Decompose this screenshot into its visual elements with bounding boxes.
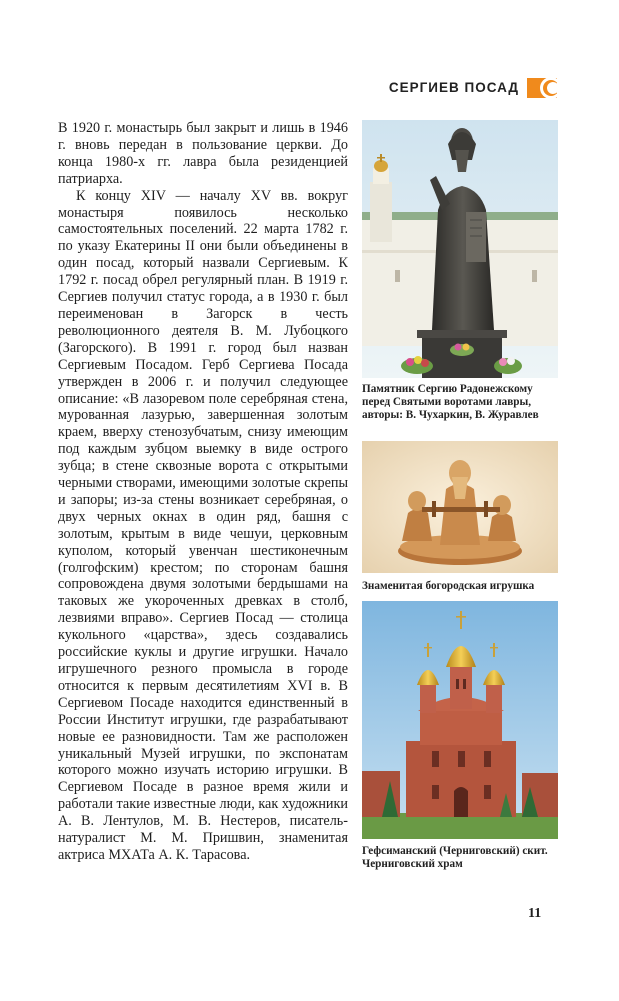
section-marker-icon xyxy=(527,78,557,98)
main-text xyxy=(58,120,348,864)
figure-toy xyxy=(362,441,558,593)
toy-photo xyxy=(362,441,558,573)
figure-caption: Памятник Сергию Радонежскому перед Святыми воротами лавры, авторы: В. Чухаркин, В. Журавлев xyxy=(362,383,539,422)
running-header xyxy=(0,78,619,98)
page-number: 11 xyxy=(528,906,542,921)
figure-temple xyxy=(362,601,558,871)
monument-photo xyxy=(362,120,558,378)
figure-monument xyxy=(362,120,558,423)
figure-caption: Гефсиманский (Черниговский) скит. Черниговский храм xyxy=(362,845,548,871)
paragraph: В 1920 г. монастырь был закрыт и лишь в 1946 г. вновь передан в пользование церкви. До конца 1980-х гг. лавра была резиденцией патриарха. xyxy=(58,120,348,187)
paragraph: К концу XIV — началу XV вв. вокруг монастыря появилось несколько самостоятельных поселений. 22 марта 1782 г. по указу Екатерины II они были объединены в один посад, который назвали Сергиевым. К 1792 г. посад обрел регулярный план. В 1919 г. Сергиев получил статус города, а в 1930 г. был переименован в Загорск в честь революционного деятеля В. М. Лубоцкого (Загорского). В 1991 г. город был назван Сергиевым Посадом. Герб Сергиева Посада утвержден в 2006 г. и получил следующее описание: «В лазоревом поле серебряная стена, мурованная лазурью, завершенная золотым краем, вверху стенозубчатым, снизу имеющим под каждым зубцом выемку в виде острого зубца; в стене сквозные ворота с открытыми черными створами, имеющими золотые скрепы и запоры; из-за стены возникает серебряная, о двух черных окнах в один ряд, башня с золотым, крытым в виде чешуи, церковным куполом, который увенчан шестиконечным (голгофским) крестом; по сторонам башня сопровождена двумя золотыми бердышами на таковых же укороченных древках в столб, лезвиями вправо». Сергиев Посад — столица кукольного «царства», здесь создавались российские куклы и другие игрушки. Начало игрушечного резного промысла в городе относится к первым десятилетиям XVI в. В Сергиевом Посаде находится единственный в России Институт игрушки, где разрабатывают новые ее разновидности. Там же расположен уникальный Музей игрушки, по экспонатам которого можно изучать историю игрушки. В Сергиевом Посаде в разное время жили и работали такие известные люди, как художники А. В. Лентулов, М. В. Нестеров, писатель-натуралист М. М. Пришвин, знаменитая актриса МХАТа А. К. Тарасова. xyxy=(58,187,348,863)
temple-photo xyxy=(362,601,558,839)
section-title: СЕРГИЕВ ПОСАД xyxy=(388,80,519,95)
figure-caption: Знаменитая богородская игрушка xyxy=(362,580,535,592)
